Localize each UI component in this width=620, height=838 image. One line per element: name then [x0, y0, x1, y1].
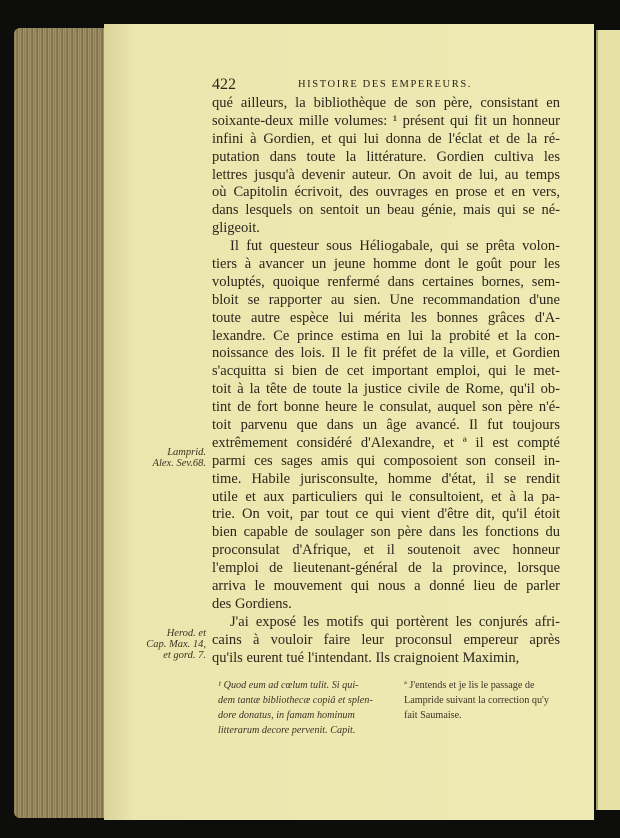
text-line: qu'ils eurent tué l'intendant. Ils craignoient Maximin,	[212, 649, 520, 666]
text-line: toute autre espèce lui mérita les bonnes grâces d'A-	[212, 309, 560, 326]
text-line: des Gordiens.	[212, 595, 292, 612]
page-number: 422	[212, 76, 236, 93]
footnote-line: dore donatus, in famam hominum	[218, 710, 355, 721]
text-line: voluptés, quoique renfermé dans certaines bornes, sem-	[212, 273, 560, 290]
footnote-line: ª J'entends et je lis le passage de	[404, 680, 535, 691]
footnote-line: fait Saumaise.	[404, 710, 462, 721]
text-line: proconsulat d'Afrique, et il soutenoit avec honneur	[212, 542, 560, 559]
margin-note-line: Alex. Sev.68.	[152, 458, 206, 469]
text-line: où Capitolin écrivoit, des ouvrages en prose et en vers,	[212, 184, 560, 201]
facing-page-edge	[596, 30, 620, 810]
text-line: tiers à avancer un jeune homme dont le goût pour les	[212, 256, 560, 273]
running-title: HISTOIRE DES EMPEREURS.	[298, 79, 472, 90]
text-line: qué ailleurs, la bibliothèque de son père, consistant en	[212, 95, 560, 111]
text-line: trie. On voit, par tout ce qui vient d'être dit, qu'il étoit	[212, 506, 560, 523]
text-line: cains à vouloir faire leur proconsul empereur après	[212, 631, 560, 648]
body-text	[212, 95, 560, 668]
margin-note-line: et gord. 7.	[163, 650, 206, 661]
text-line: l'emploi de lieutenant-général de la province, lorsque	[212, 560, 560, 577]
footnote-1	[218, 678, 373, 738]
text-line: Il fut questeur sous Héliogabale, qui se prêta volon-	[230, 238, 560, 255]
margin-note-herod	[116, 628, 206, 661]
text-line: dans lesquels on sentoit un beau génie, mais qui se né-	[212, 202, 560, 219]
book-fore-edge	[14, 28, 110, 818]
text-line: bien capable de soulager son père dans les fonctions du	[212, 524, 560, 541]
text-line: parmi ces sages amis qui composoient son conseil in-	[212, 452, 560, 469]
text-line: tint de fort bonne heure le consulat, auquel son père n'é-	[212, 399, 560, 416]
text-line: time. Habile jurisconsulte, homme d'état, il se rendit	[212, 470, 560, 487]
text-line: lettres jusqu'à devenir auteur. On avoit de lui, au temps	[212, 166, 560, 183]
text-line: soixante-deux mille volumes: ¹ présent qui fit un honneur	[212, 112, 560, 129]
text-line: s'acquitta si bien de cet important emploi, qui le met-	[212, 363, 560, 380]
text-line: utile et aux particuliers qui le consultoient, et à la pa-	[212, 488, 560, 505]
text-line: lexandre. Ce prince estima en lui la probité et la con-	[212, 327, 560, 344]
footnote-line: Lampride suivant la correction qu'y	[404, 695, 549, 706]
text-line: toit à la tête de toute la justice civile de Rome, qu'il ob-	[212, 381, 560, 398]
text-line: J'ai exposé les motifs qui portèrent les conjurés afri-	[230, 613, 560, 630]
text-line: arriva le mouvement qui nous a donné lieu de parler	[212, 578, 560, 595]
margin-note-line: Herod. et	[166, 628, 206, 639]
margin-note-lamprid	[116, 447, 206, 469]
text-line: putation dans toute la littérature. Gordien cultiva les	[212, 148, 560, 165]
text-line: bloit se rapporter au sien. Une recommandation d'une	[212, 291, 560, 308]
text-line: infini à Gordien, et qui lui donna de l'éclat et de la ré-	[212, 130, 560, 147]
footnote-a	[404, 678, 549, 723]
footnote-line: litterarum decore pervenit. Capit.	[218, 725, 356, 736]
running-header	[212, 76, 560, 94]
footnote-line: dem tantæ bibliothecæ copiâ et splen-	[218, 695, 373, 706]
text-line: toit parvenu que dans un âge avancé. Il fut toujours	[212, 417, 560, 434]
footnote-line: ¹ Quod eum ad cœlum tulit. Si qui-	[218, 680, 359, 691]
margin-note-line: Lamprid.	[167, 447, 206, 458]
margin-note-line: Cap. Max. 14,	[146, 639, 206, 650]
text-line: noissance des lois. Il le fit préfet de la ville, et Gordien	[212, 345, 560, 362]
text-line: extrêmement considéré d'Alexandre, et ª il est compté	[212, 434, 560, 451]
text-line: gligeoit.	[212, 220, 260, 237]
